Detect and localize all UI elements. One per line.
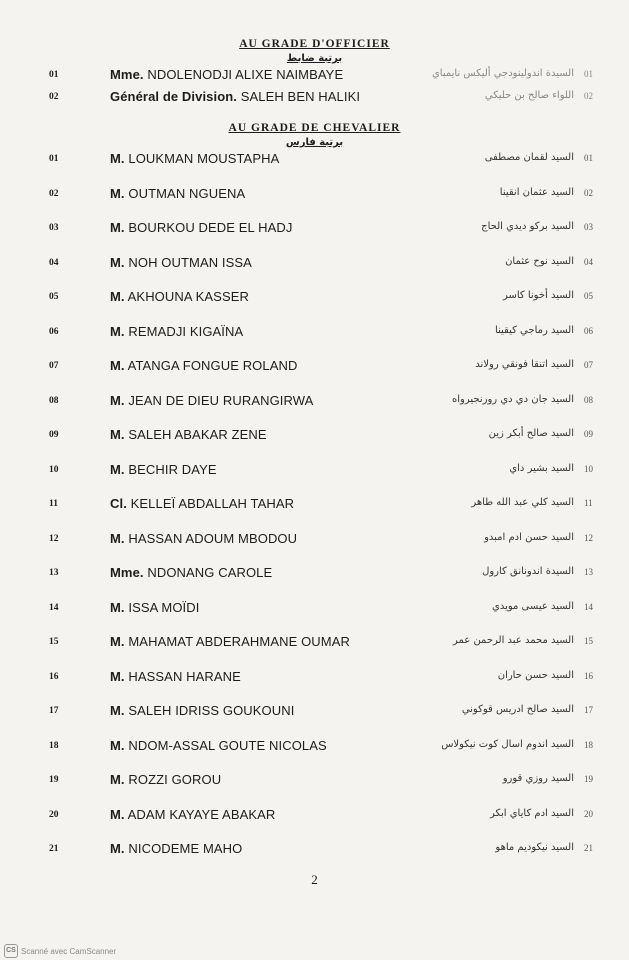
honoree-name bbox=[110, 841, 242, 856]
honoree-title: M. bbox=[110, 255, 125, 270]
honoree-name-arabic: السيد أخونا كاسر bbox=[502, 290, 574, 301]
honoree-name-arabic: السيد لقمان مصطفى bbox=[484, 152, 574, 163]
entry-number: 09 bbox=[49, 430, 59, 440]
honoree-name bbox=[110, 738, 327, 753]
entry-number: 05 bbox=[49, 292, 59, 302]
honoree-name-arabic: السيد عثمان انقينا bbox=[499, 187, 574, 198]
honoree-name bbox=[110, 703, 294, 718]
honoree-name bbox=[110, 186, 245, 201]
honoree-title: Général de Division. bbox=[110, 89, 237, 104]
honoree-fullname: SALEH IDRISS GOUKOUNI bbox=[128, 703, 295, 718]
honoree-name bbox=[110, 807, 275, 822]
honoree-name-arabic: السيد جان دي دي رورنجيرواه bbox=[452, 394, 574, 405]
entry-number-arabic: 12 bbox=[584, 533, 593, 543]
honoree-fullname: BECHIR DAYE bbox=[128, 462, 217, 477]
entry-number: 10 bbox=[49, 465, 59, 475]
entry-number: 06 bbox=[49, 327, 59, 337]
honoree-row bbox=[0, 703, 629, 721]
entry-number-arabic: 03 bbox=[584, 222, 593, 232]
honoree-row bbox=[0, 738, 629, 756]
honoree-title: M. bbox=[110, 289, 125, 304]
honoree-name bbox=[110, 289, 249, 304]
honoree-name-arabic: السيد بشير داي bbox=[509, 463, 574, 474]
honoree-name bbox=[110, 462, 217, 477]
honoree-name bbox=[110, 151, 279, 166]
honoree-fullname: NDOLENODJI ALIXE NAIMBAYE bbox=[147, 67, 344, 82]
honoree-name bbox=[110, 669, 241, 684]
entry-number: 11 bbox=[49, 499, 58, 509]
honoree-title: M. bbox=[110, 427, 125, 442]
honoree-fullname: KELLEÏ ABDALLAH TAHAR bbox=[130, 496, 295, 511]
honoree-name bbox=[110, 496, 294, 511]
honoree-title: M. bbox=[110, 462, 125, 477]
honoree-row bbox=[0, 531, 629, 549]
honoree-row bbox=[0, 151, 629, 169]
entry-number: 21 bbox=[49, 844, 59, 854]
entry-number: 08 bbox=[49, 396, 59, 406]
honoree-title: M. bbox=[110, 772, 125, 787]
entry-number-arabic: 08 bbox=[584, 395, 593, 405]
honoree-row bbox=[0, 289, 629, 307]
honoree-name-arabic: السيد بركو ديدي الحاج bbox=[481, 221, 574, 232]
honoree-title: M. bbox=[110, 186, 125, 201]
chevalier-subtitle: برتبة فارس bbox=[285, 137, 344, 148]
entry-number-arabic: 21 bbox=[584, 843, 593, 853]
honoree-name-arabic: السيد نيكوديم ماهو bbox=[495, 842, 574, 853]
honoree-name bbox=[110, 565, 272, 580]
honoree-title: M. bbox=[110, 703, 125, 718]
honoree-name-arabic: السيد روزي قورو bbox=[502, 773, 574, 784]
honoree-row bbox=[0, 358, 629, 376]
honoree-fullname: ISSA MOÏDI bbox=[128, 600, 200, 615]
entry-number-arabic: 20 bbox=[584, 809, 593, 819]
honoree-title: M. bbox=[110, 841, 125, 856]
entry-number: 17 bbox=[49, 706, 59, 716]
entry-number-arabic: 10 bbox=[584, 464, 593, 474]
honoree-fullname: MAHAMAT ABDERAHMANE OUMAR bbox=[128, 634, 350, 649]
honoree-name-arabic: السيد حسن حاران bbox=[497, 670, 574, 681]
honoree-row bbox=[0, 186, 629, 204]
honoree-row bbox=[0, 841, 629, 859]
honoree-row bbox=[0, 324, 629, 342]
honoree-name bbox=[110, 324, 243, 339]
honoree-name-arabic: السيد ادم كاياي ابكر bbox=[489, 808, 574, 819]
honoree-name bbox=[110, 255, 252, 270]
honoree-title: M. bbox=[110, 151, 125, 166]
honoree-name-arabic: السيد كلي عبد الله طاهر bbox=[471, 497, 574, 508]
honoree-fullname: ROZZI GOROU bbox=[128, 772, 222, 787]
honoree-title: M. bbox=[110, 531, 125, 546]
entry-number-arabic: 02 bbox=[584, 91, 593, 101]
scanner-footer bbox=[4, 944, 116, 958]
entry-number: 01 bbox=[49, 70, 59, 80]
officier-subtitle: برتبة ضابط bbox=[286, 53, 343, 64]
entry-number-arabic: 16 bbox=[584, 671, 593, 681]
honoree-title: M. bbox=[110, 738, 125, 753]
entry-number-arabic: 11 bbox=[584, 498, 593, 508]
honoree-name bbox=[110, 67, 343, 82]
entry-number-arabic: 18 bbox=[584, 740, 593, 750]
entry-number: 14 bbox=[49, 603, 59, 613]
honoree-title: M. bbox=[110, 358, 125, 373]
honoree-name bbox=[110, 427, 267, 442]
honoree-row bbox=[0, 255, 629, 273]
entry-number-arabic: 15 bbox=[584, 636, 593, 646]
page-number: 2 bbox=[311, 872, 318, 887]
honoree-row bbox=[0, 634, 629, 652]
entry-number: 01 bbox=[49, 154, 59, 164]
honoree-name bbox=[110, 220, 292, 235]
honoree-fullname: BOURKOU DEDE EL HADJ bbox=[128, 220, 293, 235]
honoree-row bbox=[0, 772, 629, 790]
entry-number-arabic: 07 bbox=[584, 360, 593, 370]
entry-number: 12 bbox=[49, 534, 59, 544]
honoree-title: M. bbox=[110, 324, 125, 339]
honoree-fullname: NDONANG CAROLE bbox=[147, 565, 273, 580]
honoree-fullname: HASSAN ADOUM MBODOU bbox=[128, 531, 298, 546]
entry-number: 02 bbox=[49, 189, 59, 199]
honoree-name-arabic: السيد اندوم اسال كوت نيكولاس bbox=[441, 739, 574, 750]
entry-number-arabic: 09 bbox=[584, 429, 593, 439]
honoree-fullname: SALEH ABAKAR ZENE bbox=[128, 427, 267, 442]
honoree-title: Mme. bbox=[110, 565, 144, 580]
honoree-name-arabic: السيد حسن ادم امبدو bbox=[484, 532, 574, 543]
entry-number-arabic: 14 bbox=[584, 602, 593, 612]
honoree-name bbox=[110, 634, 350, 649]
honoree-name-arabic: السيدة اندولينودجي أليكس نايمباي bbox=[431, 68, 574, 79]
entry-number: 02 bbox=[49, 92, 59, 102]
honoree-name-arabic: اللواء صالح بن حليكي bbox=[484, 90, 574, 101]
honoree-row bbox=[0, 669, 629, 687]
honoree-name-arabic: السيد صالح ادريس قوكوني bbox=[461, 704, 574, 715]
honoree-row bbox=[0, 565, 629, 583]
entry-number-arabic: 05 bbox=[584, 291, 593, 301]
honoree-fullname: REMADJI KIGAÏNA bbox=[128, 324, 244, 339]
honoree-name bbox=[110, 772, 221, 787]
honoree-row bbox=[0, 807, 629, 825]
honoree-row bbox=[0, 496, 629, 514]
officier-title: AU GRADE D'OFFICIER bbox=[239, 38, 390, 50]
chevalier-title: AU GRADE DE CHEVALIER bbox=[228, 122, 401, 134]
honoree-title: M. bbox=[110, 600, 125, 615]
scanner-footer-text: Scanné avec CamScanner bbox=[21, 946, 117, 956]
entry-number-arabic: 13 bbox=[584, 567, 593, 577]
honoree-title: M. bbox=[110, 220, 125, 235]
entry-number: 04 bbox=[49, 258, 59, 268]
honoree-name bbox=[110, 358, 297, 373]
honoree-name-arabic: السيد عيسى مويدي bbox=[492, 601, 574, 612]
honoree-row bbox=[0, 393, 629, 411]
honoree-name bbox=[110, 600, 199, 615]
entry-number-arabic: 01 bbox=[584, 69, 593, 79]
honoree-fullname: NDOM-ASSAL GOUTE NICOLAS bbox=[128, 738, 327, 753]
honoree-row bbox=[0, 67, 629, 85]
honoree-name bbox=[110, 393, 313, 408]
honoree-fullname: NICODEME MAHO bbox=[128, 841, 243, 856]
honoree-fullname: HASSAN HARANE bbox=[128, 669, 241, 684]
entry-number: 07 bbox=[49, 361, 59, 371]
honoree-title: Cl. bbox=[110, 496, 127, 511]
camscanner-logo-icon: CS bbox=[4, 944, 18, 958]
entry-number-arabic: 02 bbox=[584, 188, 593, 198]
honoree-name-arabic: السيد اتنقا فونقي رولاند bbox=[475, 359, 574, 370]
honoree-fullname: SALEH BEN HALIKI bbox=[240, 89, 361, 104]
honoree-name-arabic: السيد صالح أبكر زين bbox=[488, 428, 574, 439]
entry-number: 20 bbox=[49, 810, 59, 820]
honoree-fullname: OUTMAN NGUENA bbox=[128, 186, 246, 201]
entry-number: 15 bbox=[49, 637, 59, 647]
honoree-title: M. bbox=[110, 807, 125, 822]
honoree-fullname: JEAN DE DIEU RURANGIRWA bbox=[128, 393, 314, 408]
honoree-title: M. bbox=[110, 634, 125, 649]
honoree-name bbox=[110, 531, 297, 546]
honoree-fullname: AKHOUNA KASSER bbox=[127, 289, 249, 304]
entry-number: 18 bbox=[49, 741, 59, 751]
entry-number: 16 bbox=[49, 672, 59, 682]
entry-number-arabic: 19 bbox=[584, 774, 593, 784]
honoree-name-arabic: السيدة اندونانق كارول bbox=[482, 566, 574, 577]
entry-number: 03 bbox=[49, 223, 59, 233]
entry-number: 13 bbox=[49, 568, 59, 578]
honoree-name-arabic: السيد رماجي كيقينا bbox=[494, 325, 574, 336]
honoree-title: M. bbox=[110, 393, 125, 408]
entry-number: 19 bbox=[49, 775, 59, 785]
honoree-title: M. bbox=[110, 669, 125, 684]
entry-number-arabic: 17 bbox=[584, 705, 593, 715]
honoree-fullname: LOUKMAN MOUSTAPHA bbox=[128, 151, 280, 166]
honoree-name bbox=[110, 89, 360, 104]
honoree-fullname: ADAM KAYAYE ABAKAR bbox=[127, 807, 276, 822]
honoree-row bbox=[0, 462, 629, 480]
honoree-name-arabic: السيد محمد عبد الرحمن عمر bbox=[453, 635, 574, 646]
honoree-fullname: ATANGA FONGUE ROLAND bbox=[127, 358, 298, 373]
entry-number-arabic: 01 bbox=[584, 153, 593, 163]
honoree-row bbox=[0, 89, 629, 107]
entry-number-arabic: 06 bbox=[584, 326, 593, 336]
honoree-fullname: NOH OUTMAN ISSA bbox=[128, 255, 252, 270]
honoree-row bbox=[0, 600, 629, 618]
entry-number-arabic: 04 bbox=[584, 257, 593, 267]
honoree-title: Mme. bbox=[110, 67, 144, 82]
honoree-name-arabic: السيد نوح عثمان bbox=[505, 256, 574, 267]
honoree-row bbox=[0, 427, 629, 445]
honoree-row bbox=[0, 220, 629, 238]
